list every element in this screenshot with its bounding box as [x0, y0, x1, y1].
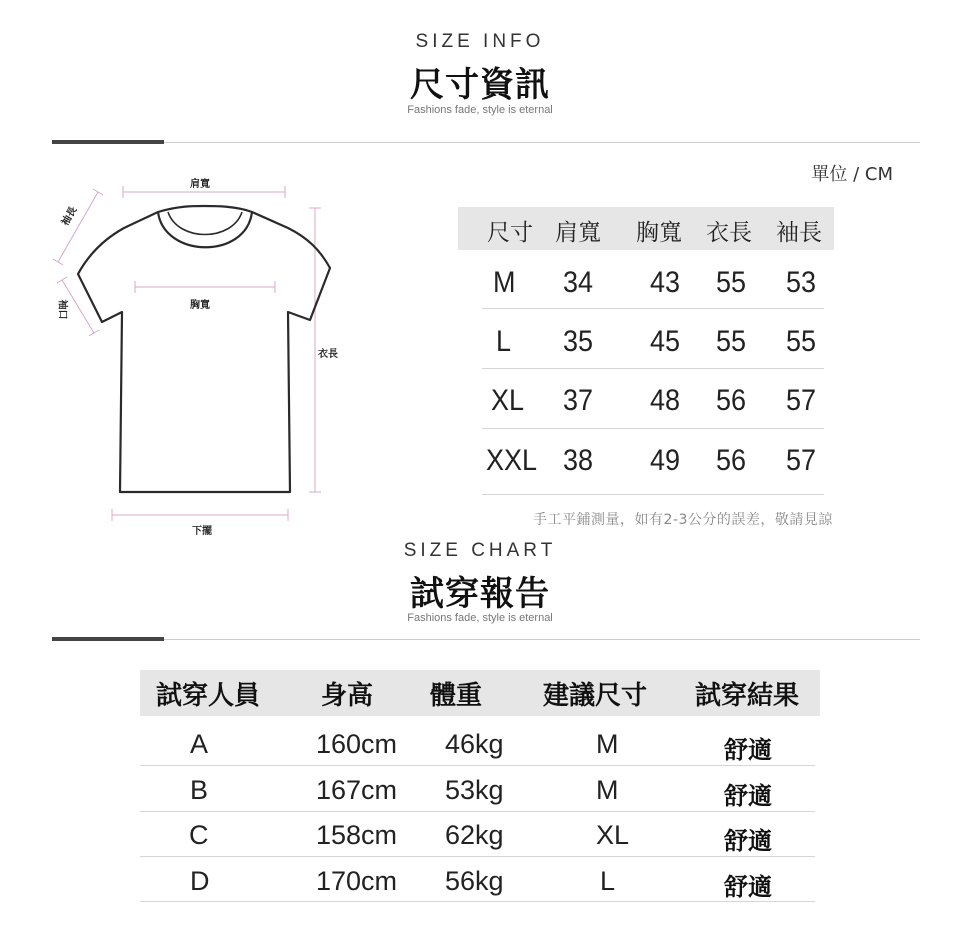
tryon-row-d-result: 舒適 — [724, 873, 772, 901]
row-divider — [482, 428, 824, 429]
tryon-row-b-result: 舒適 — [724, 782, 772, 810]
divider — [52, 142, 920, 143]
row-divider — [140, 765, 815, 766]
size-row-m-length: 55 — [716, 266, 747, 299]
tryon-row-b-size: M — [596, 775, 619, 805]
size-row-xxl-shoulder: 38 — [563, 444, 594, 477]
size-row-l-shoulder: 35 — [563, 325, 594, 358]
tryon-header-person: 試穿人員 — [156, 681, 261, 711]
tryon-row-c-person: C — [189, 820, 209, 850]
tryon-header-size: 建議尺寸 — [543, 681, 648, 711]
size-header-size: 尺寸 — [487, 220, 533, 246]
size-info-title-zh: 尺寸資訊 — [410, 65, 550, 105]
unit-label: 單位 / CM — [811, 164, 893, 185]
tryon-row-b-person: B — [190, 775, 209, 805]
tryon-header-weight: 體重 — [430, 681, 483, 711]
tryon-row-a-result: 舒適 — [724, 736, 772, 764]
divider-accent — [52, 140, 164, 144]
tryon-row-d-weight: 56kg — [445, 866, 504, 896]
size-row-m-sleeve: 53 — [786, 266, 817, 299]
label-length: 衣長 — [318, 349, 338, 360]
size-row-l-chest: 45 — [650, 325, 681, 358]
size-row-xl-shoulder: 37 — [563, 384, 594, 417]
size-row-xl-chest: 48 — [650, 384, 681, 417]
size-row-xl-size: XL — [491, 384, 525, 417]
divider-accent — [52, 637, 164, 641]
divider — [52, 639, 920, 640]
size-chart-tagline: Fashions fade, style is eternal — [407, 612, 553, 624]
tryon-row-a-person: A — [190, 729, 209, 759]
measurement-lines — [53, 186, 321, 521]
measurement-note: 手工平鋪測量，如有2-3公分的誤差，敬請見諒 — [533, 512, 833, 528]
label-shoulder: 肩寬 — [190, 179, 210, 190]
tryon-row-a-weight: 46kg — [445, 729, 504, 759]
size-row-xxl-size: XXL — [486, 444, 538, 477]
size-row-l-length: 55 — [716, 325, 747, 358]
size-row-l-sleeve: 55 — [786, 325, 817, 358]
row-divider — [482, 308, 824, 309]
row-divider — [140, 856, 815, 857]
tryon-row-c-height: 158cm — [316, 820, 398, 850]
tryon-row-d-person: D — [190, 866, 210, 896]
tryon-row-c-result: 舒適 — [724, 827, 772, 855]
size-chart-title-zh: 試穿報告 — [410, 574, 550, 614]
size-row-xl-length: 56 — [716, 384, 747, 417]
row-divider — [482, 368, 824, 369]
tryon-row-a-height: 160cm — [316, 729, 398, 759]
tryon-row-b-weight: 53kg — [445, 775, 504, 805]
size-header-sleeve: 袖長 — [776, 220, 822, 246]
size-row-m-size: M — [493, 266, 516, 299]
size-info-title-en: SIZE INFO — [415, 31, 545, 52]
tryon-row-a-size: M — [596, 729, 619, 759]
tryon-row-b-height: 167cm — [316, 775, 398, 805]
size-row-l-size: L — [496, 325, 512, 358]
tryon-header-height: 身高 — [321, 681, 374, 711]
size-info-tagline: Fashions fade, style is eternal — [407, 104, 553, 116]
size-chart-title-en: SIZE CHART — [403, 540, 557, 561]
size-header-length: 衣長 — [706, 220, 752, 246]
tryon-row-d-height: 170cm — [316, 866, 398, 896]
row-divider — [482, 494, 824, 495]
size-row-m-shoulder: 34 — [563, 266, 594, 299]
tryon-row-c-weight: 62kg — [445, 820, 504, 850]
size-row-xxl-length: 56 — [716, 444, 747, 477]
row-divider — [140, 811, 815, 812]
size-header-chest: 胸寬 — [636, 220, 682, 246]
tshirt-outline — [78, 206, 330, 492]
tryon-row-c-size: XL — [596, 820, 630, 850]
size-header-shoulder: 肩寬 — [555, 220, 601, 246]
size-row-xl-sleeve: 57 — [786, 384, 817, 417]
size-row-xxl-sleeve: 57 — [786, 444, 817, 477]
tryon-row-d-size: L — [600, 866, 616, 896]
tryon-header-result: 試穿結果 — [695, 681, 800, 711]
size-row-m-chest: 43 — [650, 266, 681, 299]
label-chest: 胸寬 — [190, 300, 210, 311]
label-sleeve: 袖長 — [59, 205, 80, 228]
label-hem: 下擺 — [192, 526, 212, 537]
row-divider — [140, 901, 815, 902]
size-row-xxl-chest: 49 — [650, 444, 681, 477]
label-cuff: 袖口 — [56, 299, 68, 320]
